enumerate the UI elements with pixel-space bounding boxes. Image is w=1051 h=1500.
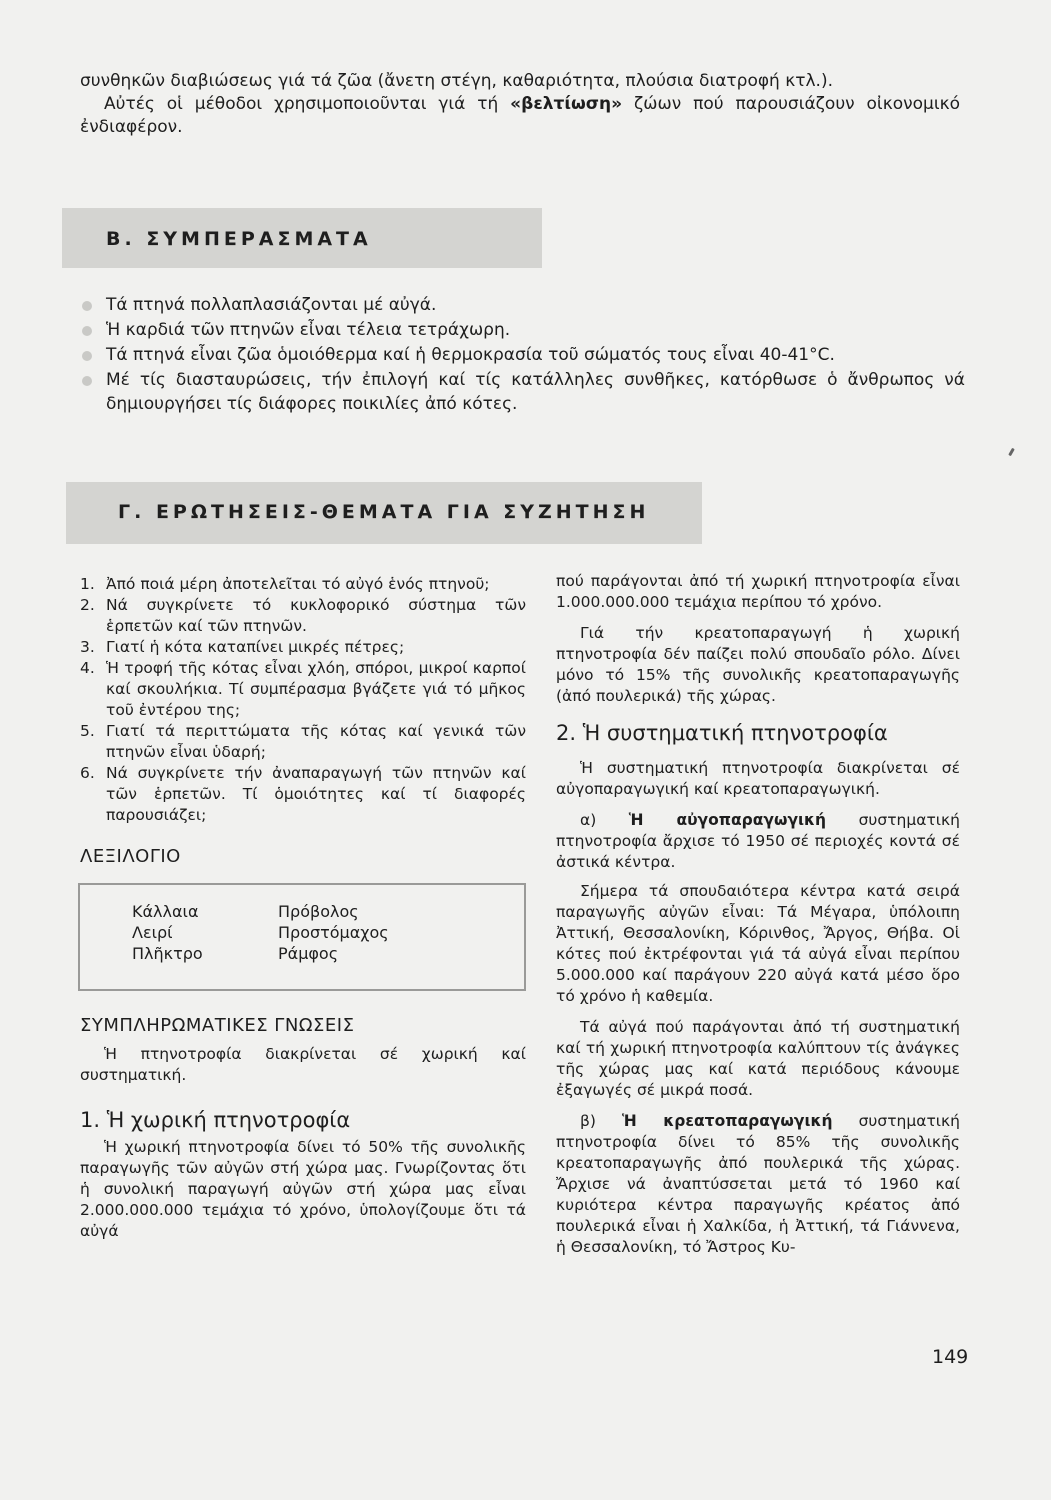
egg-production-paragraph bbox=[556, 810, 960, 873]
systematic-intro: Ἡ συστηματική πτηνοτροφία διακρίνεται σέ αὐγοπαραγωγική καί κρεατοπαραγωγική. bbox=[556, 759, 960, 798]
question-item bbox=[80, 595, 526, 637]
left-column bbox=[80, 574, 526, 1242]
egg-centers-paragraph: Σήμερα τά σπουδαιότερα κέντρα κατά σειρά παραγωγῆς αὐγῶν εἶναι: Τά Μέγαρα, ὑπόλοιπη Ἀττική, Θεσσαλονίκη, Κόρινθος, Ἄργος, Θήβα. Οἱ κότες πού ἐκτρέφονται γιά τά αὐγά εἶναι περίπου 5.000.000 καί παράγουν 220 αὐγά κατά μέσο ὅρο τό χρόνο ἡ καθεμία. bbox=[556, 882, 960, 1005]
right-column bbox=[556, 571, 960, 1258]
lexicon-term: Προστόμαχος bbox=[278, 923, 389, 942]
question-number: 3. bbox=[80, 638, 95, 656]
question-item bbox=[80, 658, 526, 721]
item-b-label: β) bbox=[580, 1112, 623, 1130]
section-c-band bbox=[66, 482, 702, 544]
question-number: 5. bbox=[80, 722, 95, 740]
systematic-poultry-heading: 2. Ἡ συστηματική πτηνοτροφία bbox=[556, 721, 888, 745]
item-b-term: Ἡ κρεατοπαραγωγική bbox=[622, 1112, 833, 1130]
rural-poultry-paragraph: Ἡ χωρική πτηνοτροφία δίνει τό 50% τῆς συνολικῆς παραγωγῆς τῶν αὐγῶν στή χώρα μας. Γνωρίζοντας ὅτι ἡ συνολική παραγωγή αὐγῶν στή χώρα μας εἶναι 2.000.000.000 τεμάχια τό χρόνο, ὑπολογίζουμε ὅτι τά αὐγά bbox=[80, 1138, 526, 1240]
page-number: 149 bbox=[932, 1346, 969, 1368]
conclusion-item: Τά πτηνά πολλαπλασιάζονται μέ αὐγά. bbox=[80, 293, 965, 317]
lexicon-column-2 bbox=[278, 901, 389, 964]
rural-poultry-continued: πού παράγονται ἀπό τή χωρική πτηνοτροφία εἶναι 1.000.000.000 τεμάχια περίπου τό χρόνο. bbox=[556, 572, 960, 611]
lexicon-term: Λειρί bbox=[132, 923, 173, 942]
lexicon-term: Κάλλαια bbox=[132, 902, 199, 921]
lexicon-term: Πρόβολος bbox=[278, 902, 359, 921]
lexicon-term: Πλῆκτρο bbox=[132, 944, 203, 963]
question-text: Γιατί ἡ κότα καταπίνει μικρές πέτρες; bbox=[106, 638, 405, 656]
intro-text-pre: Αὐτές οἱ μέθοδοι χρησιμοποιοῦνται γιά τή bbox=[104, 94, 511, 114]
section-b-band bbox=[62, 208, 542, 268]
intro-paragraph-1: συνθηκῶν διαβιώσεως γιά τά ζῶα (ἄνετη στέγη, καθαριότητα, πλούσια διατροφή κτλ.). bbox=[80, 71, 833, 91]
supplementary-title: ΣΥΜΠΛΗΡΩΜΑΤΙΚΕΣ ΓΝΩΣΕΙΣ bbox=[80, 1015, 355, 1036]
lexicon-term: Ράμφος bbox=[278, 944, 339, 963]
section-b-title: Β. ΣΥΜΠΕΡΑΣΜΑΤΑ bbox=[106, 228, 372, 250]
stray-mark bbox=[1008, 448, 1015, 456]
section-c-title: Γ. ΕΡΩΤΗΣΕΙΣ-ΘΕΜΑΤΑ ΓΙΑ ΣΥΖΗΤΗΣΗ bbox=[118, 501, 650, 523]
question-number: 4. bbox=[80, 659, 95, 677]
rural-meat-paragraph: Γιά τήν κρεατοπαραγωγή ἡ χωρική πτηνοτροφία δέν παίζει πολύ σπουδαῖο ρόλο. Δίνει μόνο τό 15% τῆς συνολικῆς κρεατοπαραγωγῆς (ἀπό πουλερικά) τῆς χώρας. bbox=[556, 624, 960, 705]
question-number: 1. bbox=[80, 575, 95, 593]
intro-text-post: ζώων πού παρουσιάζουν οἰκονομικό ἐνδιαφέρον. bbox=[80, 94, 960, 137]
question-text: Νά συγκρίνετε τήν ἀναπαραγωγή τῶν πτηνῶν καί τῶν ἑρπετῶν. Τί ὁμοιότητες καί τί διαφορές παρουσιάζει; bbox=[106, 764, 526, 824]
item-a-label: α) bbox=[580, 811, 629, 829]
item-b-text: συστηματική πτηνοτροφία δίνει τό 85% τῆς συνολικῆς κρεατοπαραγωγῆς ἀπό πουλερικά τῆς χώρας. Ἄρχισε νά ἀναπτύσσεται μετά τό 1960 καί κυριότερα κέντρα παραγωγῆς κρέατος ἀπό πουλερικά εἶναι ἡ Χαλκίδα, ἡ Ἀττική, τά Γιάννενα, ἡ Θεσσαλονίκη, τό Ἄστρος Κυ- bbox=[556, 1112, 960, 1256]
question-item bbox=[80, 637, 526, 658]
question-item bbox=[80, 721, 526, 763]
question-item bbox=[80, 574, 526, 595]
egg-coverage-paragraph: Τά αὐγά πού παράγονται ἀπό τή συστηματική καί τή χωρική πτηνοτροφία καλύπτουν τίς ἀνάγκες τῆς χώρας μας καί κατά περιόδους κάνουμε ἐξαγωγές σέ μικρά ποσά. bbox=[556, 1018, 960, 1099]
question-number: 6. bbox=[80, 764, 95, 782]
meat-production-paragraph bbox=[556, 1111, 960, 1258]
question-text: Νά συγκρίνετε τό κυκλοφορικό σύστημα τῶν ἑρπετῶν καί τῶν πτηνῶν. bbox=[106, 596, 526, 635]
conclusions-list bbox=[80, 293, 965, 417]
rural-poultry-heading: 1. Ἡ χωρική πτηνοτροφία bbox=[80, 1108, 351, 1132]
question-text: Ἀπό ποιά μέρη ἀποτελεῖται τό αὐγό ἑνός πτηνοῦ; bbox=[106, 575, 490, 593]
item-a-text: συστηματική πτηνοτροφία ἄρχισε τό 1950 σέ περιοχές κοντά σέ ἀστικά κέντρα. bbox=[556, 811, 960, 871]
question-text: Ἡ τροφή τῆς κότας εἶναι χλόη, σπόροι, μικροί καρποί καί σκουλήκια. Τί συμπέρασμα βγάζετε γιά τό μῆκος τοῦ ἐντέρου της; bbox=[106, 659, 526, 719]
lexicon-title: ΛΕΞΙΛΟΓΙΟ bbox=[80, 846, 181, 867]
question-item bbox=[80, 763, 526, 826]
questions-list bbox=[80, 574, 526, 826]
lexicon-box bbox=[78, 883, 526, 991]
question-number: 2. bbox=[80, 596, 95, 614]
lexicon-column-1 bbox=[132, 901, 203, 964]
supplementary-intro: Ἡ πτηνοτροφία διακρίνεται σέ χωρική καί συστηματική. bbox=[80, 1045, 526, 1084]
intro-paragraph-2 bbox=[80, 93, 960, 139]
conclusion-item: Μέ τίς διασταυρώσεις, τήν ἐπιλογή καί τίς κατάλληλες συνθῆκες, κατόρθωσε ὁ ἄνθρωπος νά δημιουργήσει τίς διάφορες ποικιλίες ἀπό κότες. bbox=[80, 368, 965, 416]
conclusion-item: Τά πτηνά εἶναι ζῶα ὁμοιόθερμα καί ἡ θερμοκρασία τοῦ σώματός τους εἶναι 40-41°C. bbox=[80, 343, 965, 367]
conclusion-item: Ἡ καρδιά τῶν πτηνῶν εἶναι τέλεια τετράχωρη. bbox=[80, 318, 965, 342]
intro-text bbox=[80, 70, 960, 139]
question-text: Γιατί τά περιττώματα τῆς κότας καί γενικά τῶν πτηνῶν εἶναι ὑδαρή; bbox=[106, 722, 526, 761]
intro-bold-term: «βελτίωση» bbox=[510, 94, 623, 114]
item-a-term: Ἡ αὐγοπαραγωγική bbox=[628, 811, 827, 829]
